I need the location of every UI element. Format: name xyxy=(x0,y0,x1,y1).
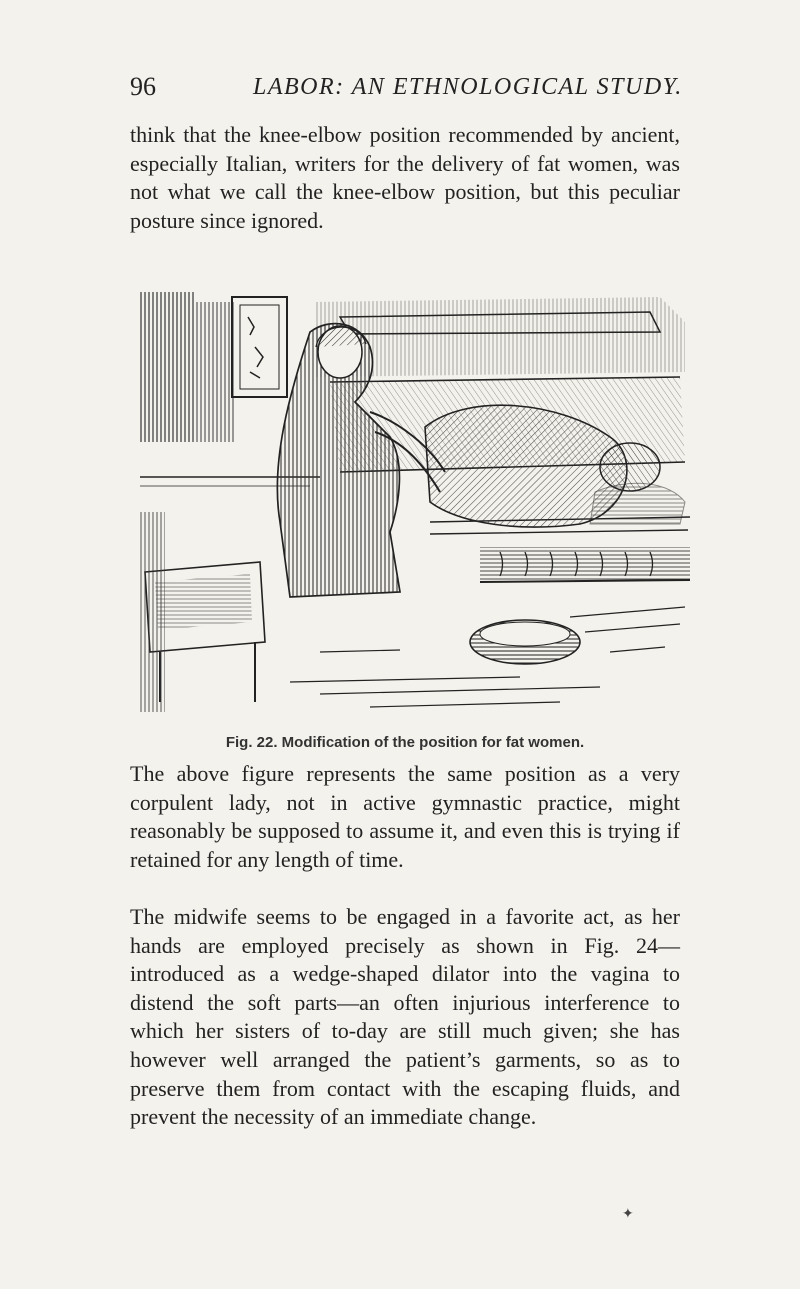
printer-mark: ✦ xyxy=(622,1207,634,1222)
paragraph-midwife: The midwife seems to be engaged in a favorite act, as her hands are employed precisely as shown in Fig. 24—introduced as a wedge-shaped dilator into the vagina to distend the soft parts—an often injurious interference to which her sisters of to-day are still much given; she has however well arranged the patient’s garments, so as to preserve them from contact with the escaping fluids, and prevent the necessity of an immediate change. xyxy=(130,904,680,1130)
engraving-illustration xyxy=(140,262,690,732)
page-header xyxy=(130,72,690,112)
figure-caption: Fig. 22. Modification of the position for fat women. xyxy=(225,734,585,751)
running-title: LABOR: AN ETHNOLOGICAL STUDY. xyxy=(253,74,683,100)
paragraph-figure-description: The above figure represents the same position as a very corpulent lady, not in active gymnastic practice, might reasonably be supposed to assume it, and even this is trying if retained for any length of time. xyxy=(130,761,680,872)
page-number: 96 xyxy=(130,72,156,101)
paragraph-intro: think that the knee-elbow position recommended by ancient, especially Italian, writers for the delivery of fat women, was not what we call the knee-elbow position, but this peculiar posture since ignored. xyxy=(130,122,680,233)
